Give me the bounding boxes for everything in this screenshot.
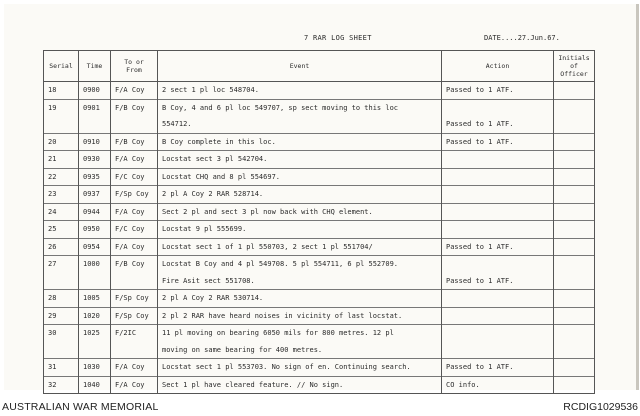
cell-serial: 31 [44,359,79,377]
cell-serial: 21 [44,151,79,169]
cell-action [442,186,554,204]
cell-event: 2 pl A Coy 2 RAR 528714. [158,186,442,204]
cell-event: 2 pl 2 RAR have heard noises in vicinity of last locstat. [158,307,442,325]
table-row [44,273,595,290]
cell-time [79,116,111,133]
cell-to-from: F/2IC [111,325,158,342]
table-row [44,186,595,204]
cell-action: Passed to 1 ATF. [442,82,554,100]
cell-to-from: F/Sp Coy [111,186,158,204]
cell-serial [44,342,79,359]
cell-to-from: F/Sp Coy [111,290,158,308]
cell-to-from: F/B Coy [111,256,158,273]
cell-serial [44,273,79,290]
cell-event: Sect 2 pl and sect 3 pl now back with CHQ element. [158,203,442,221]
sheet-title: 7 RAR LOG SHEET [304,34,372,42]
table-row [44,168,595,186]
cell-initials [554,342,595,359]
table-row [44,82,595,100]
log-body [44,82,595,394]
cell-initials [554,151,595,169]
cell-to-from: F/B Coy [111,99,158,116]
sheet-date: DATE....27.Jun.67. [484,34,560,42]
cell-time: 1030 [79,359,111,377]
header-action: Action [442,51,554,82]
footer-credit: AUSTRALIAN WAR MEMORIAL [2,401,159,413]
cell-action [442,203,554,221]
cell-to-from [111,116,158,133]
cell-event: Fire Asit sect 551708. [158,273,442,290]
cell-time: 0944 [79,203,111,221]
cell-to-from: F/A Coy [111,151,158,169]
cell-action [442,151,554,169]
cell-action [442,307,554,325]
cell-initials [554,82,595,100]
table-row [44,116,595,133]
footer-reference: RCDIG1029536 [563,401,638,413]
cell-initials [554,256,595,273]
cell-event: 2 sect 1 pl loc 548704. [158,82,442,100]
table-row [44,342,595,359]
cell-event: moving on same bearing for 400 metres. [158,342,442,359]
cell-time: 0930 [79,151,111,169]
header-serial: Serial [44,51,79,82]
cell-time [79,342,111,359]
cell-initials [554,221,595,239]
table-row [44,307,595,325]
cell-serial: 22 [44,168,79,186]
table-row [44,99,595,116]
cell-initials [554,290,595,308]
cell-action [442,99,554,116]
cell-event: 2 pl A Coy 2 RAR 530714. [158,290,442,308]
cell-time: 0954 [79,238,111,256]
cell-time: 1040 [79,376,111,394]
table-row [44,238,595,256]
cell-event: Locstat 9 pl 555699. [158,221,442,239]
footer [0,396,640,416]
table-row [44,221,595,239]
cell-serial: 29 [44,307,79,325]
cell-event: Locstat CHQ and 8 pl 554697. [158,168,442,186]
cell-initials [554,238,595,256]
cell-to-from: F/A Coy [111,376,158,394]
cell-serial [44,116,79,133]
cell-time: 0900 [79,82,111,100]
cell-serial: 28 [44,290,79,308]
cell-action [442,168,554,186]
table-row [44,151,595,169]
cell-to-from: F/C Coy [111,168,158,186]
cell-time: 0950 [79,221,111,239]
cell-initials [554,203,595,221]
cell-initials [554,133,595,151]
cell-event: B Coy complete in this loc. [158,133,442,151]
table-row [44,133,595,151]
cell-serial: 18 [44,82,79,100]
cell-action: Passed to 1 ATF. [442,238,554,256]
cell-to-from [111,342,158,359]
cell-serial: 23 [44,186,79,204]
cell-time: 0901 [79,99,111,116]
cell-serial: 27 [44,256,79,273]
cell-time: 0910 [79,133,111,151]
cell-initials [554,168,595,186]
cell-event: Locstat sect 1 of 1 pl 550703, 2 sect 1 pl 551704/ [158,238,442,256]
cell-time: 1000 [79,256,111,273]
cell-initials [554,186,595,204]
header-time: Time [79,51,111,82]
cell-action: Passed to 1 ATF. [442,273,554,290]
cell-to-from: F/A Coy [111,238,158,256]
table-row [44,203,595,221]
cell-initials [554,99,595,116]
cell-initials [554,359,595,377]
cell-to-from: F/C Coy [111,221,158,239]
log-table [43,50,595,394]
cell-time: 1020 [79,307,111,325]
cell-action: Passed to 1 ATF. [442,359,554,377]
cell-serial: 30 [44,325,79,342]
cell-time: 1025 [79,325,111,342]
cell-initials [554,273,595,290]
header-event: Event [158,51,442,82]
cell-time [79,273,111,290]
cell-action [442,325,554,342]
table-row [44,325,595,342]
header-row [44,51,595,82]
cell-action [442,221,554,239]
cell-event: 11 pl moving on bearing 6050 mils for 800 metres. 12 pl [158,325,442,342]
cell-initials [554,307,595,325]
table-row [44,376,595,394]
cell-initials [554,325,595,342]
header-to-from: To or From [111,51,158,82]
cell-serial: 25 [44,221,79,239]
cell-action [442,342,554,359]
cell-to-from: F/A Coy [111,359,158,377]
table-row [44,359,595,377]
cell-serial: 26 [44,238,79,256]
cell-event: Locstat sect 3 pl 542704. [158,151,442,169]
cell-time: 0937 [79,186,111,204]
cell-initials [554,116,595,133]
cell-to-from: F/A Coy [111,82,158,100]
cell-time: 1005 [79,290,111,308]
cell-to-from [111,273,158,290]
header-initials: Initials of Officer [554,51,595,82]
table-row [44,256,595,273]
cell-action: CO info. [442,376,554,394]
cell-event: B Coy, 4 and 6 pl loc 549707, sp sect moving to this loc [158,99,442,116]
cell-to-from: F/B Coy [111,133,158,151]
cell-initials [554,376,595,394]
cell-serial: 32 [44,376,79,394]
cell-serial: 19 [44,99,79,116]
cell-event: 554712. [158,116,442,133]
cell-to-from: F/Sp Coy [111,307,158,325]
table-row [44,290,595,308]
cell-action: Passed to 1 ATF. [442,133,554,151]
cell-to-from: F/A Coy [111,203,158,221]
cell-serial: 20 [44,133,79,151]
cell-action [442,256,554,273]
cell-action [442,290,554,308]
cell-action: Passed to 1 ATF. [442,116,554,133]
cell-event: Locstat sect 1 pl 553703. No sign of en. Continuing search. [158,359,442,377]
cell-event: Locstat B Coy and 4 pl 549708. 5 pl 554711, 6 pl 552709. [158,256,442,273]
cell-time: 0935 [79,168,111,186]
cell-serial: 24 [44,203,79,221]
log-sheet [4,4,639,390]
cell-event: Sect 1 pl have cleared feature. // No sign. [158,376,442,394]
